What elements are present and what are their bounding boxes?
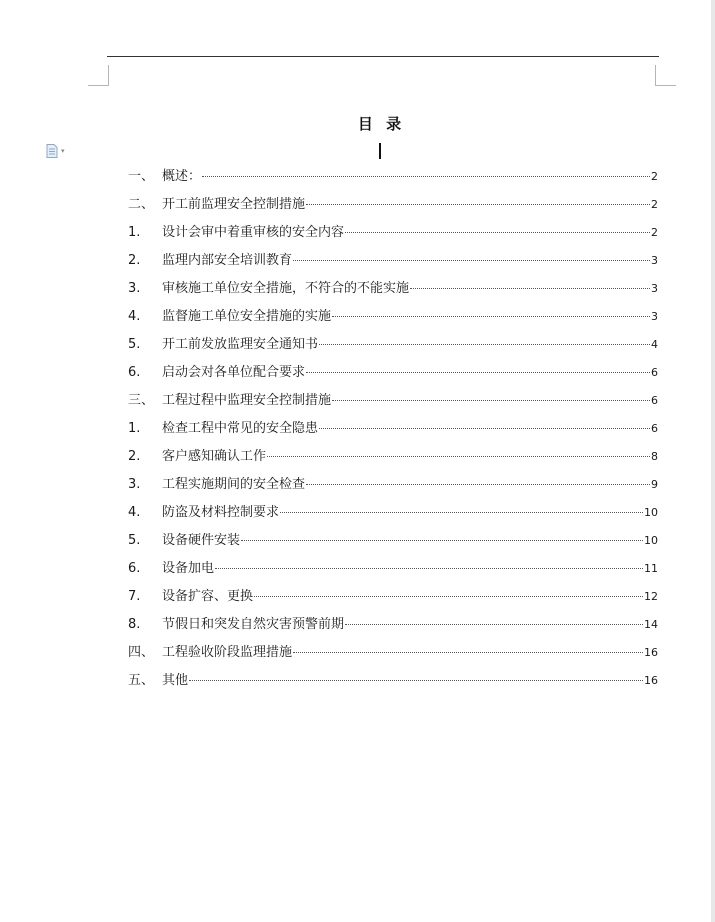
chevron-down-icon: ▾ (61, 147, 65, 155)
toc-list (128, 163, 658, 695)
toc-entry-text: 设计会审中着重审核的安全内容 (162, 225, 345, 240)
toc-dot-leader (410, 287, 650, 289)
toc-entry-number: 8. (128, 617, 141, 632)
toc-entry-number: 二、 (128, 197, 155, 212)
toc-entry[interactable] (128, 275, 658, 303)
toc-entry-text: 开工前发放监理安全通知书 (162, 337, 319, 352)
toc-entry[interactable] (128, 219, 658, 247)
toc-entry[interactable] (128, 247, 658, 275)
toc-dot-leader (332, 399, 650, 401)
toc-entry[interactable] (128, 499, 658, 527)
toc-entry-number: 7. (128, 589, 141, 604)
toc-entry-text: 节假日和突发自然灾害预警前期 (162, 617, 345, 632)
toc-entry-number: 3. (128, 477, 141, 492)
toc-entry-number: 4. (128, 309, 141, 324)
toc-entry-page: 9 (651, 478, 658, 491)
toc-entry-page: 10 (644, 534, 658, 547)
toc-dot-leader (319, 343, 650, 345)
toc-entry-page: 6 (651, 422, 658, 435)
toc-entry-text: 监督施工单位安全措施的实施 (162, 309, 332, 324)
toc-entry-page: 6 (651, 394, 658, 407)
toc-entry-page: 14 (644, 618, 658, 631)
toc-dot-leader (332, 315, 650, 317)
toc-entry-text: 防盗及材料控制要求 (162, 505, 280, 520)
toc-entry[interactable] (128, 527, 658, 555)
toc-entry-text: 开工前监理安全控制措施 (162, 197, 306, 212)
toc-entry-text: 启动会对各单位配合要求 (162, 365, 306, 380)
toc-entry[interactable] (128, 583, 658, 611)
toc-dot-leader (306, 483, 650, 485)
toc-dot-leader (189, 679, 643, 681)
toc-dot-leader (345, 623, 643, 625)
paragraph-options-button[interactable] (46, 143, 74, 159)
toc-entry-number: 6. (128, 561, 141, 576)
toc-entry-page: 11 (644, 562, 658, 575)
toc-entry-page: 2 (651, 170, 658, 183)
margin-corner-left (88, 65, 109, 86)
toc-entry-page: 10 (644, 506, 658, 519)
toc-entry-page: 4 (651, 338, 658, 351)
toc-entry[interactable] (128, 331, 658, 359)
toc-dot-leader (202, 175, 650, 177)
toc-dot-leader (215, 567, 643, 569)
toc-entry-text: 设备加电 (162, 561, 215, 576)
margin-corner-right (655, 65, 676, 86)
toc-entry-number: 6. (128, 365, 141, 380)
toc-dot-leader (306, 371, 650, 373)
toc-dot-leader (319, 427, 650, 429)
toc-entry-number: 一、 (128, 169, 155, 184)
toc-entry-number: 5. (128, 533, 141, 548)
toc-entry-text: 设备硬件安装 (162, 533, 241, 548)
toc-entry-page: 16 (644, 674, 658, 687)
text-cursor (379, 143, 381, 159)
toc-entry[interactable] (128, 667, 658, 695)
toc-entry-number: 五、 (128, 673, 155, 688)
toc-entry-number: 2. (128, 449, 141, 464)
toc-entry[interactable] (128, 359, 658, 387)
toc-entry-number: 5. (128, 337, 141, 352)
toc-entry-text: 检查工程中常见的安全隐患 (162, 421, 319, 436)
toc-entry-text: 工程实施期间的安全检查 (162, 477, 306, 492)
toc-entry-text: 工程过程中监理安全控制措施 (162, 393, 332, 408)
toc-entry[interactable] (128, 611, 658, 639)
header-rule (107, 56, 659, 57)
toc-entry[interactable] (128, 191, 658, 219)
toc-entry[interactable] (128, 443, 658, 471)
toc-entry-page: 16 (644, 646, 658, 659)
toc-entry-text: 概述： (162, 169, 202, 184)
toc-entry-number: 四、 (128, 645, 155, 660)
toc-entry-text: 客户感知确认工作 (162, 449, 267, 464)
toc-entry-text: 其他 (162, 673, 189, 688)
toc-dot-leader (254, 595, 643, 597)
toc-entry-page: 12 (644, 590, 658, 603)
toc-entry[interactable] (128, 471, 658, 499)
toc-entry[interactable] (128, 555, 658, 583)
toc-entry[interactable] (128, 639, 658, 667)
toc-entry-number: 3. (128, 281, 141, 296)
toc-dot-leader (293, 651, 643, 653)
toc-entry-page: 3 (651, 282, 658, 295)
toc-entry-page: 2 (651, 226, 658, 239)
toc-entry-number: 4. (128, 505, 141, 520)
toc-entry-number: 1. (128, 225, 141, 240)
toc-entry-page: 6 (651, 366, 658, 379)
toc-entry-text: 设备扩容、更换 (162, 589, 254, 604)
toc-dot-leader (293, 259, 650, 261)
toc-entry-page: 3 (651, 254, 658, 267)
document-icon (46, 144, 58, 158)
toc-entry-number: 2. (128, 253, 141, 268)
toc-entry-page: 8 (651, 450, 658, 463)
page-edge (711, 0, 715, 922)
toc-entry[interactable] (128, 415, 658, 443)
toc-entry-text: 工程验收阶段监理措施 (162, 645, 293, 660)
toc-dot-leader (241, 539, 643, 541)
toc-entry[interactable] (128, 303, 658, 331)
toc-dot-leader (280, 511, 643, 513)
toc-dot-leader (345, 231, 650, 233)
toc-entry-number: 三、 (128, 393, 155, 408)
toc-entry[interactable] (128, 163, 658, 191)
toc-entry-page: 2 (651, 198, 658, 211)
toc-dot-leader (306, 203, 650, 205)
toc-entry-text: 监理内部安全培训教育 (162, 253, 293, 268)
toc-entry[interactable] (128, 387, 658, 415)
toc-title: 目 录 (357, 115, 406, 133)
toc-entry-text: 审核施工单位安全措施，不符合的不能实施 (162, 281, 410, 296)
toc-entry-number: 1. (128, 421, 141, 436)
toc-entry-page: 3 (651, 310, 658, 323)
toc-dot-leader (267, 455, 650, 457)
